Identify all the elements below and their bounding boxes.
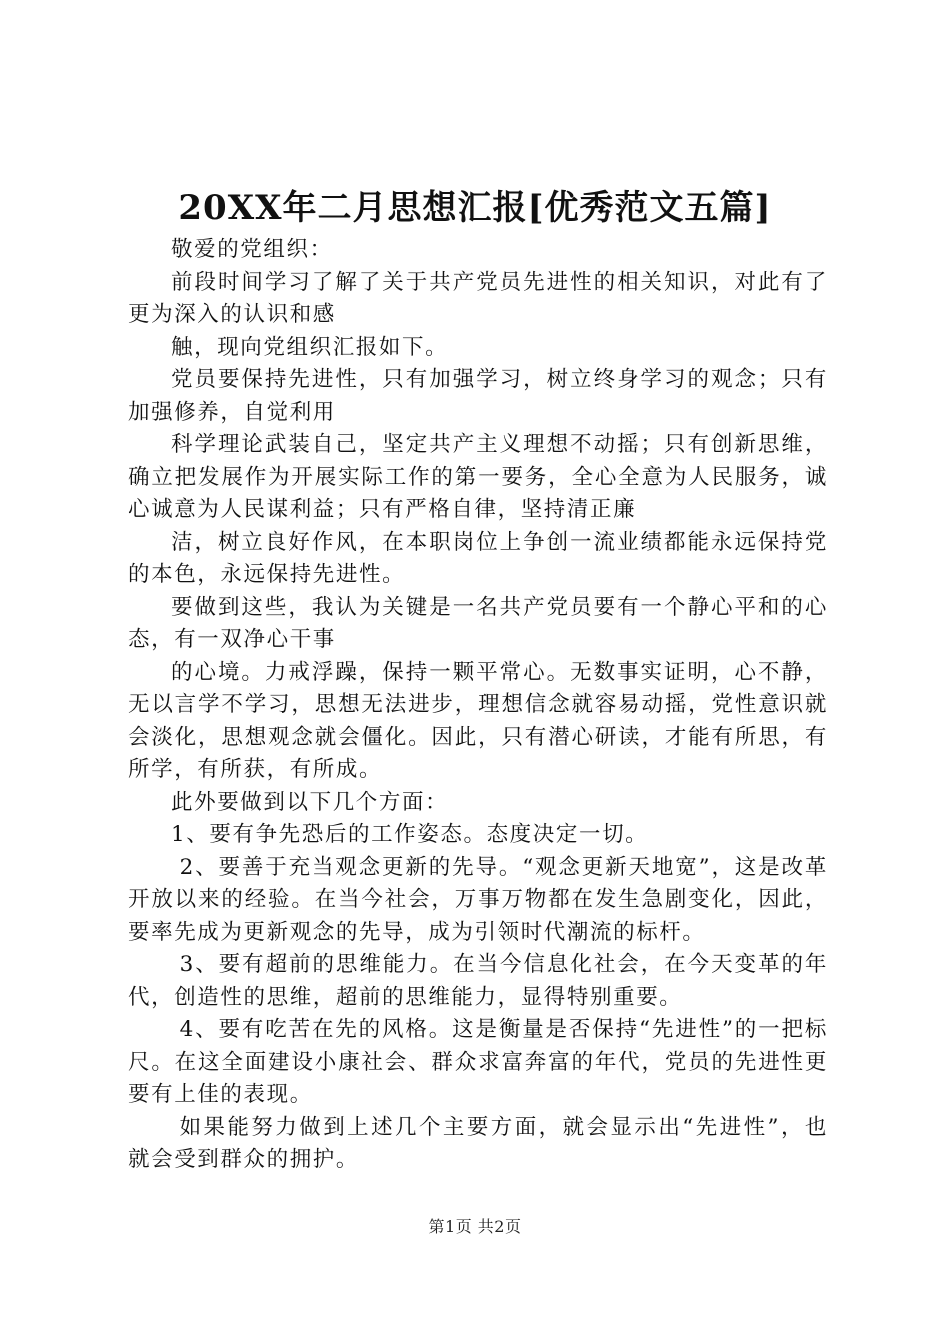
paragraph-salutation: 敬爱的党组织： [171, 237, 333, 262]
paragraph: 的心境。力戒浮躁，保持一颗平常心。无数事实证明，心不静，无以言学不学习，思想无法进步，理想信念就容易动摇，党性意识就会淡化，思想观念就会僵化。因此，只有潜心研读，才能有所思，有所学，有所获，有所成。 [128, 659, 828, 782]
paragraph: 要做到这些，我认为关键是一名共产党员要有一个静心平和的心态，有一双净心干事 [128, 594, 828, 652]
paragraph: 触，现向党组织汇报如下。 [171, 334, 449, 360]
paragraph: 洁，树立良好作风，在本职岗位上争创一流业绩都能永远保持党的本色，永远保持先进性。 [128, 529, 828, 587]
paragraph: 科学理论武装自己，坚定共产主义理想不动摇；只有创新思维，确立把发展作为开展实际工作的第一要务，全心全意为人民服务，诚心诚意为人民谋利益；只有严格自律，坚持清正廉 [128, 432, 828, 522]
paragraph: 此外要做到以下几个方面： [171, 789, 449, 815]
list-item: 1、要有争先恐后的工作姿态。态度决定一切。 [171, 822, 649, 847]
paragraph: 党员要保持先进性，只有加强学习，树立终身学习的观念；只有加强修养，自觉利用 [128, 367, 828, 425]
paragraph: 前段时间学习了解了关于共产党员先进性的相关知识，对此有了更为深入的认识和感 [128, 269, 828, 327]
page-number: 第1页 共2页 [428, 1217, 522, 1236]
list-item: 2、要善于充当观念更新的先导。“观念更新天地宽”，这是改革开放以来的经验。在当今社会，万事万物都在发生急剧变化，因此，要率先成为更新观念的先导，成为引领时代潮流的标杆。 [128, 854, 828, 945]
list-item: 4、要有吃苦在先的风格。这是衡量是否保持“先进性”的一把标尺。在这全面建设小康社会、群众求富奔富的年代，党员的先进性更要有上佳的表现。 [128, 1017, 828, 1107]
document-body [128, 234, 828, 1177]
list-item: 3、要有超前的思维能力。在当今信息化社会，在今天变革的年代，创造性的思维，超前的思维能力，显得特别重要。 [128, 952, 828, 1010]
document-title: 20XX年二月思想汇报[优秀范文五篇] [178, 188, 772, 228]
paragraph-closing: 如果能努力做到上述几个主要方面，就会显示出“先进性”，也就会受到群众的拥护。 [128, 1114, 828, 1172]
